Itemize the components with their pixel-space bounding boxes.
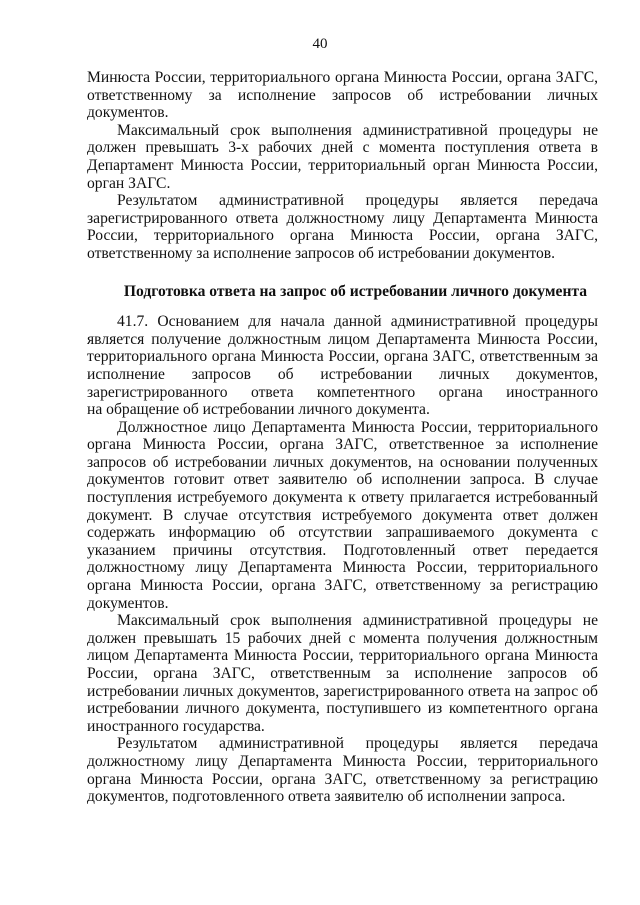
paragraph — [87, 192, 598, 262]
text-line: Должностное лицо Департамента Минюста России, территориального — [117, 418, 598, 436]
document-body — [87, 69, 598, 806]
paragraph — [87, 612, 598, 735]
paragraph — [87, 419, 598, 613]
text-line: зарегистрированного ответа компетентного органа иностранного — [87, 383, 598, 401]
text-line: на обращение об истребовании личного документа. — [87, 401, 430, 419]
paragraph — [87, 313, 598, 419]
text-line: является получение должностным лицом Департамента Минюста России, — [87, 330, 598, 348]
text-line: должен превышать 3-х рабочих дней с момента поступления ответа в — [87, 139, 598, 157]
text-line: документов, подготовленного ответа заявителю об исполнении запроса. — [87, 788, 566, 806]
text-line: Департамент Минюста России, территориальный орган Минюста России, — [87, 156, 598, 174]
text-line: территориального органа Минюста России, органа ЗАГС, ответственным за — [87, 348, 598, 366]
text-line: Максимальный срок выполнения административной процедуры не — [117, 121, 598, 139]
text-line: истребовании личного документа, поступившего из компетентного органа — [87, 700, 598, 718]
paragraph — [87, 69, 598, 122]
text-line: ответственному за исполнение запросов об истребовании личных — [87, 86, 598, 104]
text-line: Результатом административной процедуры является передача — [117, 192, 598, 210]
page-number: 40 — [312, 36, 328, 52]
text-line: должностному лицу Департамента Минюста России, территориального — [87, 559, 598, 577]
text-line: документов готовит ответ заявителю об исполнении запроса. В случае — [87, 471, 598, 489]
text-line: лицом Департамента Минюста России, территориального органа Минюста — [87, 647, 598, 665]
paragraph — [87, 122, 598, 192]
text-line: документов. — [87, 594, 169, 612]
text-line: ответственному за исполнение запросов об истребовании документов. — [87, 244, 556, 262]
text-line: органа Минюста России, органа ЗАГС, ответственному за регистрацию — [87, 577, 598, 595]
text-line: органа Минюста России, органа ЗАГС, ответственное за исполнение — [87, 436, 598, 454]
text-line: России, органа ЗАГС, ответственным за исполнение запросов об — [87, 665, 598, 682]
text-line: поступления истребуемого документа к ответу прилагается истребованный — [87, 489, 598, 507]
text-line: содержать информацию об отсутствии запрашиваемого документа с — [87, 524, 598, 542]
text-line: 41.7. Основанием для начала данной административной процедуры — [117, 313, 598, 331]
text-line: зарегистрированного ответа должностному лицу Департамента Минюста — [87, 209, 598, 227]
text-line: Минюста России, территориального органа Минюста России, органа ЗАГС, — [87, 69, 598, 86]
text-line: запросов об истребовании личных документов, на основании полученных — [87, 453, 598, 471]
text-line: указанием причины отсутствия. Подготовленный ответ передается — [87, 541, 598, 559]
text-line: документ. В случае отсутствия истребуемого документа ответ должен — [87, 506, 598, 524]
text-line: документов. — [87, 104, 169, 122]
text-line: орган ЗАГС. — [87, 174, 171, 192]
section-heading: Подготовка ответа на запрос об истребовании личного документа — [123, 282, 588, 300]
text-line: иностранного государства. — [87, 717, 265, 735]
text-line: должен превышать 15 рабочих дней с момента получения должностным — [87, 629, 598, 647]
text-line: органа Минюста России, органа ЗАГС, ответственному за регистрацию — [87, 770, 598, 788]
text-line: исполнение запросов об истребовании личных документов, — [87, 365, 598, 383]
text-line: Результатом административной процедуры является передача — [117, 735, 598, 753]
section-after-heading — [87, 313, 598, 806]
text-line: Максимальный срок выполнения административной процедуры не — [117, 612, 598, 630]
paragraph — [87, 735, 598, 805]
text-line: России, территориального органа Минюста России, органа ЗАГС, — [87, 227, 598, 245]
text-line: истребовании личных документов, зарегистрированного ответа на запрос об — [87, 682, 598, 700]
text-line: должностному лицу Департамента Минюста России, территориального — [87, 752, 598, 770]
section-before-heading — [87, 69, 598, 263]
